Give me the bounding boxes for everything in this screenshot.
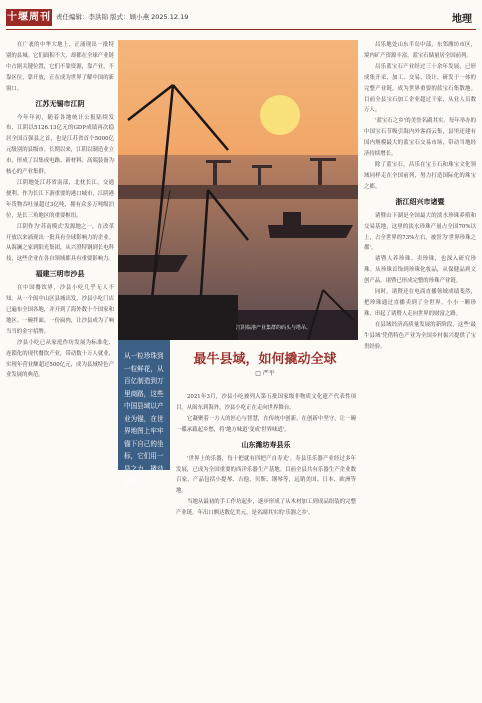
section-label: 地理 (452, 14, 472, 25)
paragraph: 它凝聚着一方人的匠心与智慧，在传统中创新，在创新中坚守，让一碗一碟承载起乡愁，将'地方味道'变成'世界味道'。 (176, 415, 356, 433)
subhead-jiangyin: 江苏无锡市江阴 (35, 99, 85, 108)
paragraph: 江阴地处江苏省南部，北枕长江，交通便利。作为长江下游重要的港口城市，江阴港年货物吞吐量超过3亿吨，拥有众多万吨级泊位，是长三角地区的重要枢纽。 (6, 179, 114, 219)
masthead: 十堰周刊 (6, 9, 52, 26)
paragraph: 在县域经济高质量发展的新阶段，这些'最牛县域'凭借特色产业为全国乡村振兴提供了宝贵经验。 (364, 321, 476, 350)
paragraph: '世界上的乐器，每十把就有四把产自寿光'。寿县乐乐器产业经过多年发展，已成为全国重要的西洋乐器生产基地。目前全县共有乐器生产企业数百家，产品包括小提琴、吉他、贝斯、钢琴等，远销美国、日本、欧洲等地。 (176, 455, 356, 495)
paragraph: 当地从最初的手工作坊起步，逐步形成了从木材加工到成品组装的完整产业链，年出口额达数亿美元，是名副其实的'乐器之乡'。 (176, 499, 356, 517)
paragraph: 在广袤的中华大地上，正涌现出一批特别的县城。它们面积不大，却都在全球产业链中占据关键位置，它们不靠资源，靠产业，不靠区位，靠开放，正在成为世界了解中国的新窗口。 (6, 42, 114, 92)
article-headline: 最牛县域，如何撬动全球 (193, 352, 337, 367)
paragraph: 诸暨人养珍珠、卖珍珠，也深入研究珍珠。从珍珠首饰到珍珠化妆品，从保健品到文创产品，诸暨已形成完整的珍珠产业链。 (364, 256, 476, 285)
left-column (6, 40, 114, 695)
subhead-zhuji: 浙江绍兴市诸暨 (395, 197, 445, 206)
paragraph: 昌乐蓝宝石产业经过三十余年发展，已形成集开采、加工、交易、设计、研发于一体的完整产业链，成为世界重要的蓝宝石集散地。目前全县宝石加工企业超过千家，从业人员数万人。 (364, 63, 476, 114)
paragraph: 昌乐地处山东半岛中部，东邻潍坊市区，境内矿产资源丰富，蓝宝石储量居全国前列。 (364, 42, 476, 59)
paragraph: 江阴作为'苏南模式'发源地之一，在改革开放以来涌现出一批具有全球影响力的企业。从海澜之家到阳光集团，从兴澄特钢到长电科技，这些企业在各自领域都具有重要影响力。 (6, 223, 114, 263)
paragraph: 沙县小吃已从家庭作坊发展为标准化、连锁化的现代餐饮产业，带动数十万人就业，实现年营业额超过500亿元，成为县域特色产业发展的典范。 (6, 339, 114, 379)
paragraph: 同时，诸暨还在电商直播领域成绩斐然，把珍珠通过直播卖到了全世界。小小一颗珍珠，串起了诸暨人走向世界的财富之路。 (364, 289, 476, 317)
harbor-photo (118, 40, 358, 340)
header-rule (6, 29, 476, 30)
subhead-shaxian: 福建三明市沙县 (35, 270, 85, 279)
paragraph: 除了蓝宝石，昌乐在宝玉石和珠宝文化领域同样走在全国前列，努力打造国际化的珠宝之都。 (364, 161, 476, 190)
edition-line: 责任编辑：李洪锦 版式：顾小燕 2025.12.19 (56, 13, 189, 21)
paragraph: 2021年3月，沙县小吃被列入第五批国家级非物质文化遗产代表性项目。从闽东到海外，沙县小吃正在走向世界舞台。 (176, 394, 356, 411)
photo-caption: 江阴临港产业集群的码头与塔吊。 (236, 325, 312, 331)
right-column (364, 40, 476, 695)
subhead-shouguang: 山东潍坊寿县乐 (241, 440, 291, 449)
paragraph: '蓝宝石之乡'的美誉名副其实。每年举办的中国宝石节吸引海内外客商云集，县里还建有国内规模最大的蓝宝石交易市场，带动当地经济持续增长。 (364, 118, 476, 158)
article-byline: □ 严平 (255, 370, 275, 377)
page-header (0, 0, 482, 32)
middle-column (176, 392, 356, 697)
paragraph: 今年年初，随着各地统计公报陆续发布，江阴以5126.13亿元的GDP成绩再次稳居全国百强县之首，也是江苏省首个5000亿元级别的县级市。长期以来，江阴以制造业立市，形成了以集成电路、新材料、高端装备为核心的产业集群。 (6, 114, 114, 176)
paragraph: 在中国餐饮界，沙县小吃几乎无人不知。从一个闽中山区县城出发，沙县小吃门店已遍布全国各地，并开到了海外数十个国家和地区。一碗拌面、一份扁肉，让沙县成为了响当当的金字招牌。 (6, 285, 114, 335)
paragraph: 诸暨山下湖是全国最大的淡水珍珠养殖和交易基地，这里的淡水珍珠产量占全国70%以上，占全世界的73%左右，被誉为'世界珍珠之都'。 (364, 212, 476, 252)
pull-quote: 从一粒珍珠到一粒鲜花，从百亿制造到万里商路，这些中国县域以产业为锚，在世界地图上牢牢锚下自己的坐标，它们用一县之力，撬动全球 (118, 340, 170, 470)
